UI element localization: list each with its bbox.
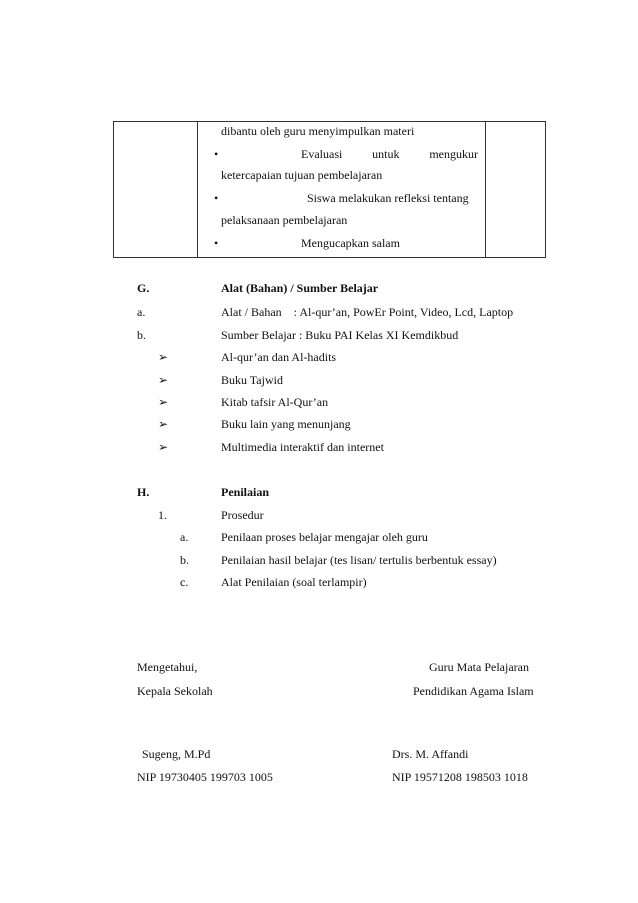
bullet-text-word: Evaluasi (301, 147, 343, 161)
bullet-icon: • (214, 236, 219, 250)
table-text-line: dibantu oleh guru menyimpulkan materi (221, 124, 415, 138)
table-text-line: Mengucapkan salam (301, 236, 400, 250)
signature-left-name: Sugeng, M.Pd (142, 747, 211, 761)
table-text-line (301, 147, 478, 161)
list-label: 1. (158, 508, 167, 522)
list-item: Kitab tafsir Al-Qur’an (221, 395, 329, 409)
section-letter: G. (137, 281, 150, 295)
list-item: Buku Tajwid (221, 373, 283, 387)
section-title: Alat (Bahan) / Sumber Belajar (221, 281, 379, 295)
list-label: a. (180, 530, 189, 544)
list-text: Penilaan proses belajar mengajar oleh guru (221, 530, 428, 544)
signature-left-role: Kepala Sekolah (137, 684, 213, 698)
list-text: Prosedur (221, 508, 264, 522)
bullet-icon: • (214, 147, 219, 161)
activity-table (113, 121, 546, 258)
arrow-bullet-icon: ➢ (158, 440, 169, 454)
signature-right-caption: Guru Mata Pelajaran (429, 660, 529, 674)
list-label: c. (180, 575, 189, 589)
list-text: Penilaian hasil belajar (tes lisan/ tertulis berbentuk essay) (221, 553, 497, 567)
table-column-divider (485, 122, 486, 257)
section-title: Penilaian (221, 485, 270, 499)
signature-right-role: Pendidikan Agama Islam (413, 684, 534, 698)
list-label: b. (137, 328, 146, 342)
bullet-text-word: mengukur (429, 147, 478, 161)
bullet-text-word: untuk (372, 147, 400, 161)
signature-right-name: Drs. M. Affandi (392, 747, 469, 761)
table-text-line: pelaksanaan pembelajaran (221, 213, 348, 227)
bullet-icon: • (214, 191, 219, 205)
signature-left-nip: NIP 19730405 199703 1005 (137, 770, 273, 784)
arrow-bullet-icon: ➢ (158, 395, 169, 409)
table-column-divider (197, 122, 198, 257)
list-text: Alat Penilaian (soal terlampir) (221, 575, 367, 589)
list-label: a. (137, 305, 146, 319)
list-item: Buku lain yang menunjang (221, 417, 351, 431)
table-text-line: ketercapaian tujuan pembelajaran (221, 168, 383, 182)
arrow-bullet-icon: ➢ (158, 373, 169, 387)
signature-right-nip: NIP 19571208 198503 1018 (392, 770, 528, 784)
section-letter: H. (137, 485, 150, 499)
signature-left-caption: Mengetahui, (137, 660, 198, 674)
list-label: b. (180, 553, 189, 567)
arrow-bullet-icon: ➢ (158, 417, 169, 431)
list-text: Alat / Bahan : Al-qur’an, PowEr Point, Video, Lcd, Laptop (221, 305, 514, 319)
list-item: Multimedia interaktif dan internet (221, 440, 384, 454)
table-text-line: Siswa melakukan refleksi tentang (307, 191, 469, 205)
arrow-bullet-icon: ➢ (158, 350, 169, 364)
list-text: Sumber Belajar : Buku PAI Kelas XI Kemdikbud (221, 328, 459, 342)
list-item: Al-qur’an dan Al-hadits (221, 350, 337, 364)
